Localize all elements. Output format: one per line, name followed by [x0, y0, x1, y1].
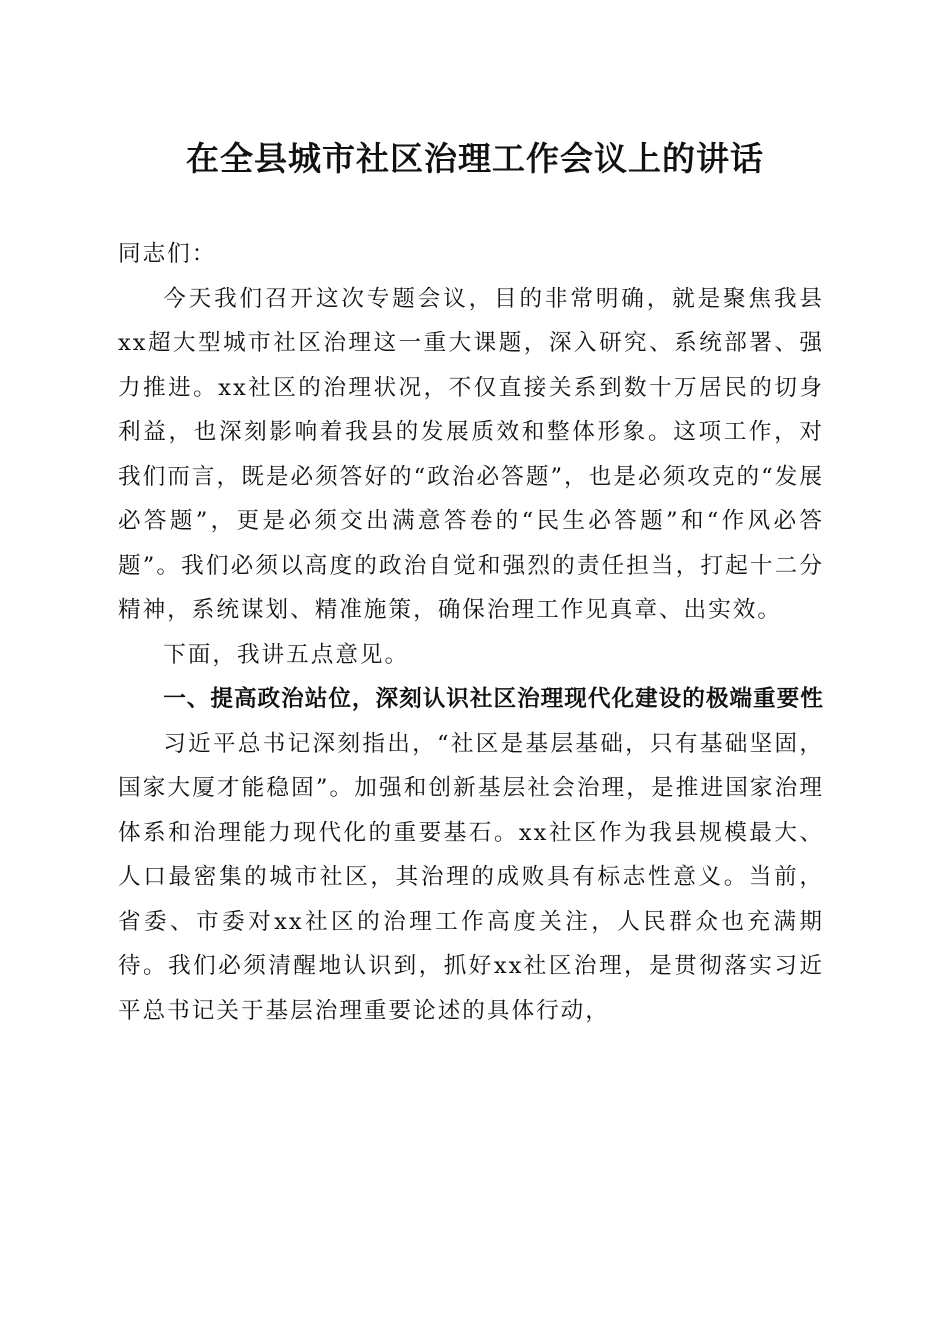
opening-paragraph: 今天我们召开这次专题会议，目的非常明确，就是聚焦我县xx超大型城市社区治理这一重大课题，深入研究、系统部署、强力推进。xx社区的治理状况，不仅直接关系到数十万居民的切身利益，也深刻影响着我县的发展质效和整体形象。这项工作，对我们而言，既是必须答好的“政治必答题”，也是必须攻克的“发展必答题”，更是必须交出满意答卷的“民生必答题”和“作风必答题”。我们必须以高度的政治自觉和强烈的责任担当，打起十二分精神，系统谋划、精准施策，确保治理工作见真章、出实效。 — [118, 285, 824, 623]
document-body — [118, 232, 824, 1033]
document-title: 在全县城市社区治理工作会议上的讲话 — [186, 139, 764, 178]
salutation: 同志们： — [118, 241, 217, 267]
transition-paragraph: 下面，我讲五点意见。 — [163, 641, 410, 668]
section-heading: 一、提高政治站位，深刻认识社区治理现代化建设的极端重要性 — [163, 686, 824, 712]
section-paragraph: 习近平总书记深刻指出，“社区是基层基础，只有基础坚固，国家大厦才能稳固”。加强和创新基层社会治理，是推进国家治理体系和治理能力现代化的重要基石。xx社区作为我县规模最大、人口最密集的城市社区，其治理的成败具有标志性意义。当前，省委、市委对xx社区的治理工作高度关注，人民群众也充满期待。我们必须清醒地认识到，抓好xx社区治理，是贯彻落实习近平总书记关于基层治理重要论述的具体行动， — [118, 730, 824, 1024]
